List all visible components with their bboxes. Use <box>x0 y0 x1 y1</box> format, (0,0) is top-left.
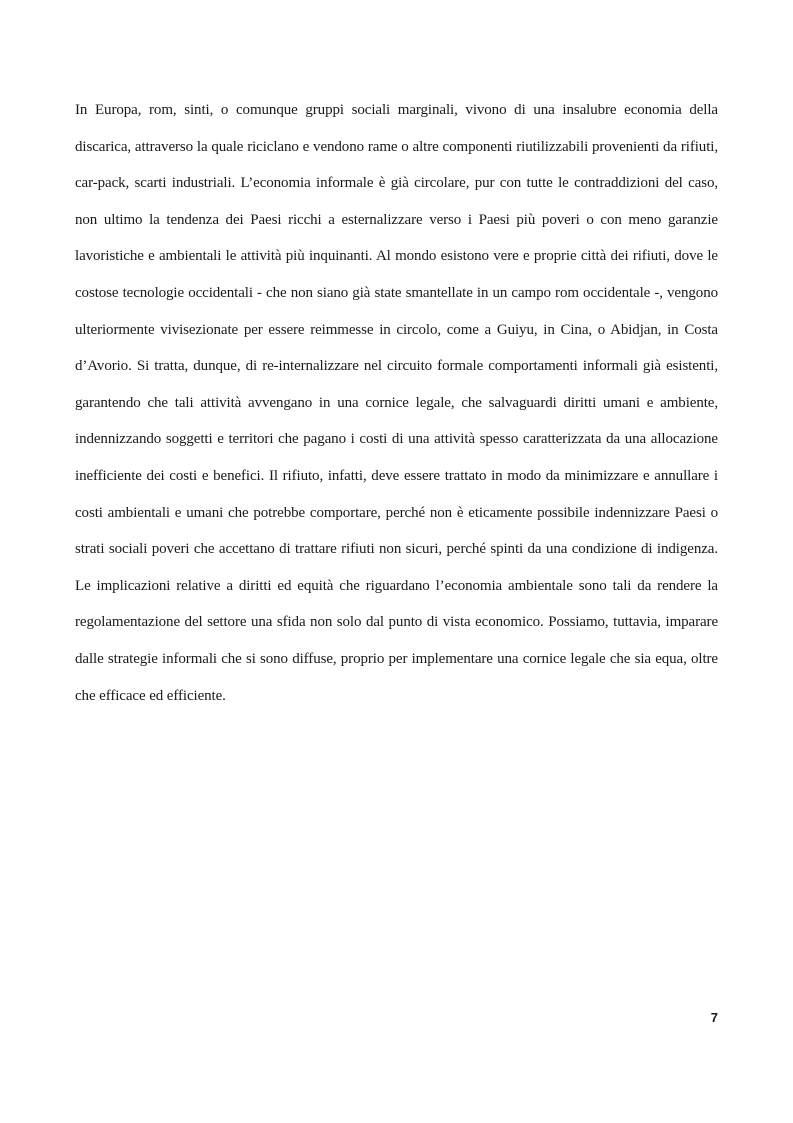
body-paragraph: In Europa, rom, sinti, o comunque gruppi sociali marginali, vivono di una insalubre economia della discarica, attraverso la quale riciclano e vendono rame o altre componenti riutilizzabili provenienti da rifiuti, car-pack, scarti industriali. L’economia informale è già circolare, pur con tutte le contraddizioni del caso, non ultimo la tendenza dei Paesi ricchi a esternalizzare verso i Paesi più poveri o con meno garanzie lavoristiche e ambientali le attività più inquinanti. Al mondo esistono vere e proprie città dei rifiuti, dove le costose tecnologie occidentali - che non siano già state smantellate in un campo rom occidentale -, vengono ulteriormente vivisezionate per essere reimmesse in circolo, come a Guiyu, in Cina, o Abidjan, in Costa d’Avorio. Si tratta, dunque, di re-internalizzare nel circuito formale comportamenti informali già esistenti, garantendo che tali attività avvengano in una cornice legale, che salvaguardi diritti umani e ambiente, indennizzando soggetti e territori che pagano i costi di una attività spesso caratterizzata da una allocazione inefficiente dei costi e benefici. Il rifiuto, infatti, deve essere trattato in modo da minimizzare e annullare i costi ambientali e umani che potrebbe comportare, perché non è eticamente possibile indennizzare Paesi o strati sociali poveri che accettano di trattare rifiuti non sicuri, perché spinti da una condizione di indigenza. Le implicazioni relative a diritti ed equità che riguardano l’economia ambientale sono tali da rendere la regolamentazione del settore una sfida non solo dal punto di vista economico. Possiamo, tuttavia, imparare dalle strategie informali che si sono diffuse, proprio per implementare una cornice legale che sia equa, oltre che efficace ed efficiente. <box>75 102 718 704</box>
page-number: 7 <box>710 1010 718 1025</box>
